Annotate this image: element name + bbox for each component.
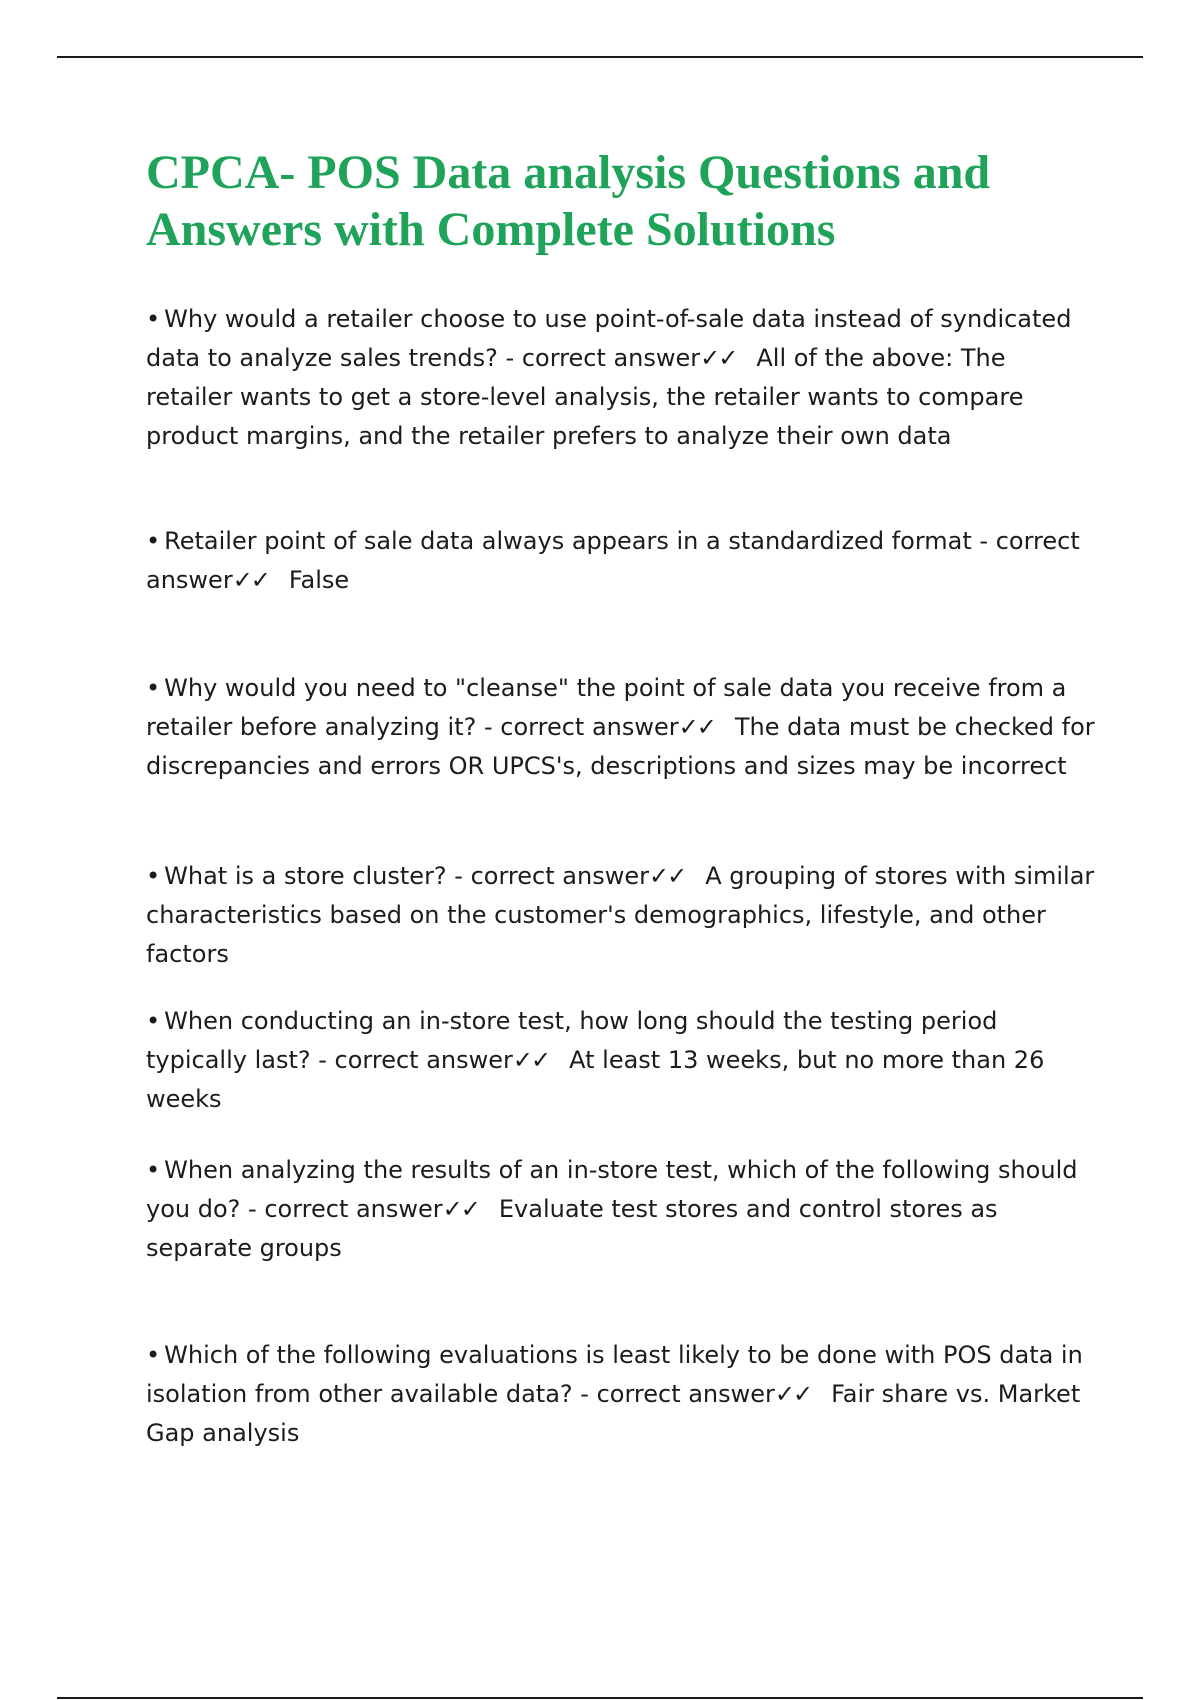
page-title: CPCA- POS Data analysis Questions and Answers with Complete Solutions [146, 146, 991, 256]
answer-text: At least 13 weeks, but no more than 26 weeks [146, 1046, 1045, 1113]
qa-item-6 [146, 1151, 1096, 1268]
bottom-rule [57, 1697, 1143, 1699]
answer-text: A grouping of stores with similar characteristics based on the customer's demographics, lifestyle, and other factors [146, 862, 1095, 968]
double-check-icon: ✓✓ [774, 1380, 812, 1408]
answer-text: All of the above: The retailer wants to get a store-level analysis, the retailer wants to compare product margins, and the retailer prefers to analyze their own data [146, 344, 1024, 450]
question-text: When analyzing the results of an in-store test, which of the following should you do? - [146, 1156, 1078, 1223]
answer-marker: correct answer [334, 1046, 513, 1074]
question-text: Why would you need to "cleanse" the point of sale data you receive from a retailer before analyzing it? - [146, 674, 1067, 741]
double-check-icon: ✓✓ [648, 862, 686, 890]
question-text: Retailer point of sale data always appears in a standardized format - [164, 527, 989, 555]
qa-item-4 [146, 857, 1096, 974]
answer-text: The data must be checked for discrepancies and errors OR UPCS's, descriptions and sizes may be incorrect [146, 713, 1095, 780]
question-text: When conducting an in-store test, how long should the testing period typically last? - [146, 1007, 998, 1074]
answer-text: Evaluate test stores and control stores as separate groups [146, 1195, 998, 1262]
qa-item-7 [146, 1336, 1096, 1453]
question-text: What is a store cluster? - [164, 862, 463, 890]
bullet: • [146, 1341, 161, 1369]
answer-marker: correct answer [500, 713, 679, 741]
bullet: • [146, 1156, 161, 1184]
answer-marker: correct answer [470, 862, 649, 890]
bullet: • [146, 305, 161, 333]
qa-item-3 [146, 669, 1096, 786]
answer-marker: correct answer [521, 344, 701, 372]
double-check-icon: ✓✓ [700, 344, 737, 372]
answer-marker: correct answer [146, 527, 1080, 594]
double-check-icon: ✓✓ [678, 713, 715, 741]
answer-text: Fair share vs. Market Gap analysis [146, 1380, 1081, 1447]
qa-item-1 [146, 300, 1096, 456]
answer-marker: correct answer [264, 1195, 443, 1223]
bullet: • [146, 862, 161, 890]
qa-item-2 [146, 522, 1096, 600]
double-check-icon: ✓✓ [512, 1046, 550, 1074]
double-check-icon: ✓✓ [442, 1195, 479, 1223]
answer-marker: correct answer [596, 1380, 775, 1408]
double-check-icon: ✓✓ [232, 566, 269, 594]
bullet: • [146, 527, 161, 555]
qa-item-5 [146, 1002, 1096, 1119]
answer-text: False [288, 566, 350, 594]
question-text: Which of the following evaluations is least likely to be done with POS data in isolation from other available data? - [146, 1341, 1083, 1408]
bullet: • [146, 1007, 161, 1035]
top-rule [57, 56, 1143, 58]
question-text: Why would a retailer choose to use point-of-sale data instead of syndicated data to analyze sales trends? - [146, 305, 1072, 372]
bullet: • [146, 674, 161, 702]
